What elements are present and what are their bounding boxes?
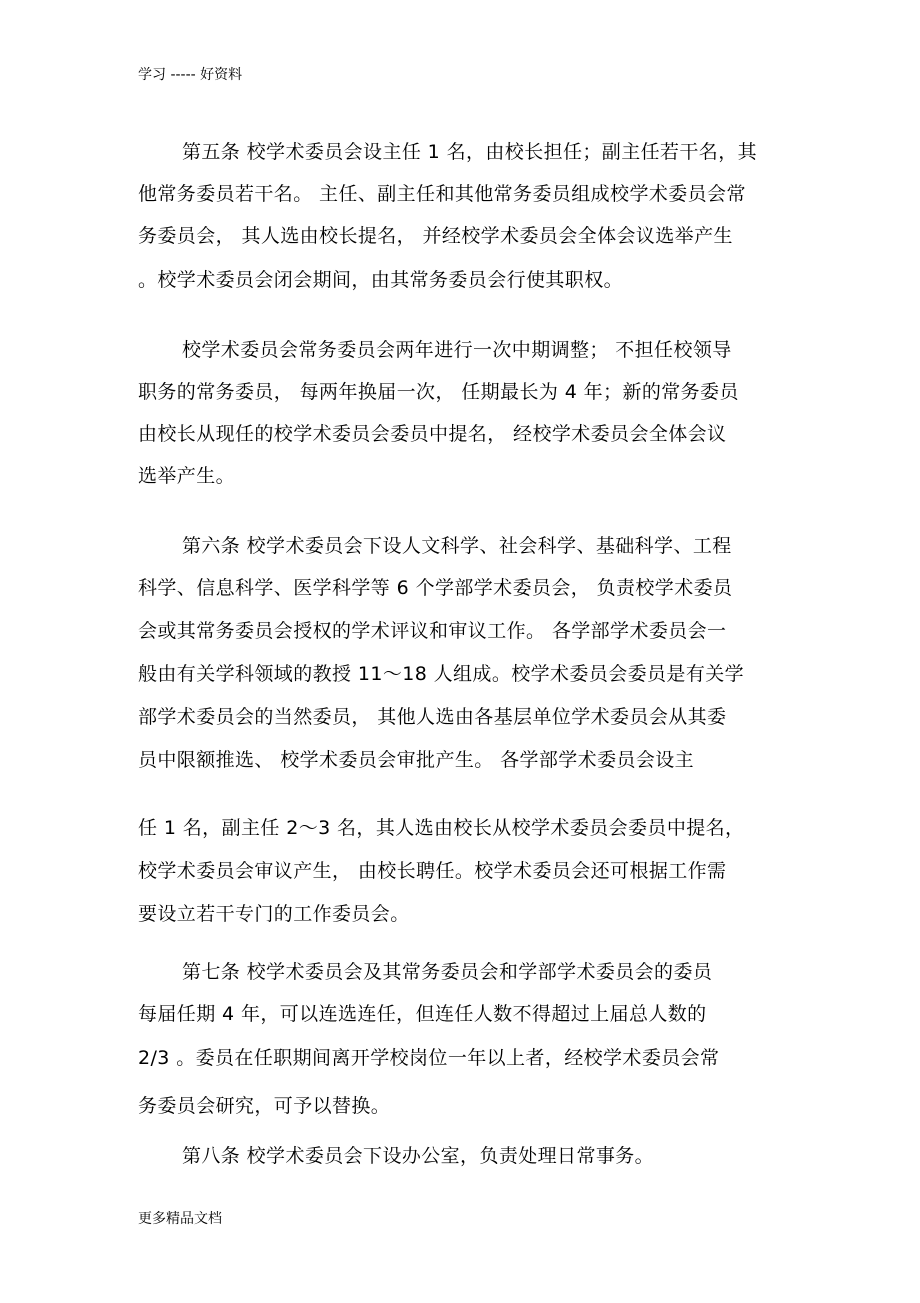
article-5-line-2: 他常务委员若干名。 主任、副主任和其他常务委员组成校学术委员会常 [138, 183, 746, 205]
article-6-line-7: 任 1 名，副主任 2～3 名，其人选由校长从校学术委员会委员中提名， [138, 817, 745, 839]
article-6-line-1: 第六条 校学术委员会下设人文科学、社会科学、基础科学、工程 [182, 535, 732, 557]
article-5-line-4: 。校学术委员会闭会期间，由其常务委员会行使其职权。 [138, 269, 624, 291]
paragraph-2-line-4: 选举产生。 [138, 465, 236, 487]
article-8-line-1: 第八条 校学术委员会下设办公室，负责处理日常事务。 [182, 1145, 655, 1167]
paragraph-2-line-2: 职务的常务委员， 每两年换届一次， 任期最长为 4 年；新的常务委员 [138, 381, 739, 403]
article-6-line-8: 校学术委员会审议产生， 由校长聘任。校学术委员会还可根据工作需 [138, 860, 727, 882]
page-header: 学习 ----- 好资料 [138, 67, 243, 83]
article-6-line-4: 般由有关学科领域的教授 11～18 人组成。校学术委员会委员是有关学 [138, 663, 745, 685]
paragraph-2-line-1: 校学术委员会常务委员会两年进行一次中期调整； 不担任校领导 [182, 339, 732, 361]
article-5-line-3: 务委员会， 其人选由校长提名， 并经校学术委员会全体会议选举产生 [138, 225, 733, 247]
paragraph-2-line-3: 由校长从现任的校学术委员会委员中提名， 经校学术委员会全体会议 [138, 423, 727, 445]
article-7-line-1: 第七条 校学术委员会及其常务委员会和学部学术委员会的委员 [182, 961, 713, 983]
article-6-line-3: 会或其常务委员会授权的学术评议和审议工作。 各学部学术委员会一 [138, 620, 727, 642]
article-6-line-9: 要设立若干专门的工作委员会。 [138, 903, 410, 925]
article-6-line-5: 部学术委员会的当然委员， 其他人选由各基层单位学术委员会从其委 [138, 706, 727, 728]
article-6-line-6: 员中限额推选、 校学术委员会审批产生。 各学部学术委员会设主 [138, 749, 695, 771]
page-footer: 更多精品文档 [138, 1211, 222, 1227]
article-6-line-2: 科学、信息科学、医学科学等 6 个学部学术委员会， 负责校学术委员 [138, 577, 733, 599]
article-7-line-2: 每届任期 4 年，可以连选连任，但连任人数不得超过上届总人数的 [138, 1003, 707, 1025]
article-5-line-1: 第五条 校学术委员会设主任 1 名，由校长担任；副主任若干名，其 [182, 141, 758, 163]
article-7-line-4: 务委员会研究，可予以替换。 [138, 1095, 391, 1117]
article-7-line-3: 2/3 。委员在任职期间离开学校岗位一年以上者，经校学术委员会常 [138, 1047, 720, 1069]
